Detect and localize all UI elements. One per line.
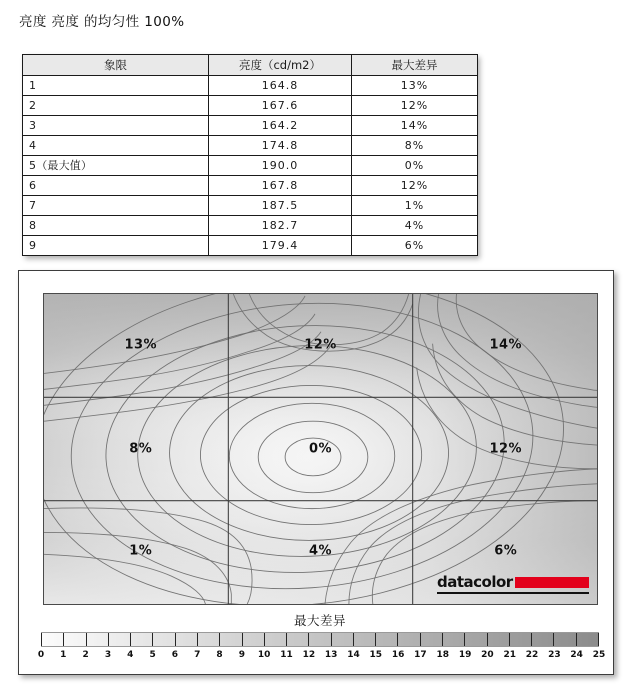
datacolor-red-bar [515, 577, 589, 588]
cell-deviation: 12% [352, 176, 478, 196]
quadrant-label-2: 12% [304, 337, 337, 353]
table-row [23, 196, 478, 216]
cell-luminance: 182.7 [209, 216, 352, 236]
colorbar-tick-label: 14 [347, 650, 360, 660]
column-header-quadrant: 象限 [23, 55, 209, 76]
table-row [23, 156, 478, 176]
colorbar-tick [442, 633, 443, 646]
colorbar-bar-wrap [41, 632, 599, 647]
cell-deviation: 1% [352, 196, 478, 216]
colorbar-tick-label: 1 [60, 650, 67, 660]
table-row [23, 176, 478, 196]
colorbar-tick-label: 7 [194, 650, 201, 660]
colorbar-tick [41, 633, 42, 646]
table-row [23, 96, 478, 116]
cell-deviation: 8% [352, 136, 478, 156]
colorbar-tick-label: 5 [149, 650, 156, 660]
colorbar-legend [37, 613, 606, 665]
colorbar-tick-label: 9 [238, 650, 246, 660]
cell-deviation: 6% [352, 236, 478, 256]
colorbar-title: 最大差异 [293, 613, 346, 628]
colorbar-tick [152, 633, 153, 646]
colorbar-tick-label: 3 [104, 650, 112, 660]
quadrant-label-5: 0% [308, 441, 333, 457]
cell-deviation: 14% [352, 116, 478, 136]
table-row [23, 76, 478, 96]
cell-quadrant: 7 [23, 196, 209, 216]
colorbar-tick [464, 633, 465, 646]
cell-quadrant: 9 [23, 236, 209, 256]
colorbar-tick-label: 13 [324, 650, 338, 660]
colorbar-tick [420, 633, 421, 646]
datacolor-underline [437, 592, 589, 594]
colorbar-tick-label: 12 [302, 650, 316, 660]
cell-luminance: 167.6 [209, 96, 352, 116]
cell-luminance: 187.5 [209, 196, 352, 216]
colorbar-tick-label: 10 [257, 650, 271, 660]
colorbar-tick [353, 633, 354, 646]
cell-quadrant: 1 [23, 76, 209, 96]
colorbar-tick [286, 633, 287, 646]
colorbar-tick-label: 0 [37, 650, 45, 660]
colorbar-tick [130, 633, 131, 646]
table-row [23, 236, 478, 256]
uniformity-table-panel [22, 54, 477, 256]
cell-quadrant: 8 [23, 216, 209, 236]
cell-luminance: 174.8 [209, 136, 352, 156]
cell-deviation: 0% [352, 156, 478, 176]
colorbar-tick-label: 6 [171, 650, 179, 660]
cell-luminance: 164.2 [209, 116, 352, 136]
colorbar-tick [219, 633, 220, 646]
quadrant-label-6: 12% [489, 441, 523, 457]
colorbar-tick-label: 19 [458, 650, 472, 660]
table-header-row [23, 55, 478, 76]
cell-deviation: 12% [352, 96, 478, 116]
colorbar-tick-label: 24 [570, 650, 583, 660]
table-body [23, 76, 478, 256]
colorbar-tick [531, 633, 532, 646]
colorbar-tick [86, 633, 87, 646]
colorbar-tick-label: 16 [391, 650, 405, 660]
colorbar-tick [197, 633, 198, 646]
cell-quadrant: 2 [23, 96, 209, 116]
table-row [23, 216, 478, 236]
contour-heatmap [43, 293, 598, 605]
page-title: 亮度 亮度 的均匀性 100% [19, 14, 185, 30]
quadrant-label-1: 13% [124, 337, 158, 353]
colorbar-tick [175, 633, 176, 646]
table-row [23, 116, 478, 136]
cell-quadrant: 4 [23, 136, 209, 156]
cell-luminance: 167.8 [209, 176, 352, 196]
colorbar-tick [63, 633, 64, 646]
colorbar-tick-label: 18 [436, 650, 450, 660]
colorbar-tick [576, 633, 577, 646]
colorbar-tick [397, 633, 398, 646]
colorbar-tick [108, 633, 109, 646]
colorbar-tick [242, 633, 243, 646]
quadrant-label-8: 4% [308, 543, 333, 559]
colorbar-tick-label: 11 [280, 650, 293, 660]
column-header-luminance: 亮度（cd/m2） [209, 55, 352, 76]
cell-quadrant: 6 [23, 176, 209, 196]
quadrant-label-9: 6% [494, 543, 518, 559]
quadrant-label-3: 14% [489, 337, 523, 353]
cell-luminance: 190.0 [209, 156, 352, 176]
colorbar-tick-labels [37, 649, 606, 663]
colorbar-tick-label: 2 [82, 650, 89, 660]
colorbar-tick [375, 633, 376, 646]
datacolor-logo [437, 575, 589, 597]
quadrant-label-4: 8% [129, 441, 153, 457]
cell-deviation: 13% [352, 76, 478, 96]
uniformity-table [22, 54, 478, 256]
colorbar-tick-label: 21 [503, 650, 516, 660]
colorbar-tick-label: 15 [369, 650, 383, 660]
colorbar-tick-label: 17 [414, 650, 427, 660]
colorbar-tick-label: 23 [548, 650, 561, 660]
colorbar-tick-label: 22 [525, 650, 539, 660]
colorbar-tick-label: 20 [481, 650, 494, 660]
table-row [23, 136, 478, 156]
colorbar-tick [264, 633, 265, 646]
column-header-deviation: 最大差异 [352, 55, 478, 76]
colorbar-tick-label: 4 [127, 650, 134, 660]
colorbar-gradient [41, 632, 599, 647]
cell-deviation: 4% [352, 216, 478, 236]
uniformity-chart-panel [18, 270, 614, 675]
colorbar-tick-label: 25 [592, 650, 606, 660]
quadrant-label-7: 1% [129, 543, 153, 559]
colorbar-tick [308, 633, 309, 646]
colorbar-tick [553, 633, 554, 646]
colorbar-tick [509, 633, 510, 646]
cell-quadrant: 3 [23, 116, 209, 136]
datacolor-wordmark: datacolor [437, 573, 513, 591]
colorbar-tick [598, 633, 599, 646]
cell-luminance: 179.4 [209, 236, 352, 256]
cell-luminance: 164.8 [209, 76, 352, 96]
cell-quadrant: 5（最大值） [23, 156, 209, 176]
colorbar-tick [487, 633, 488, 646]
colorbar-tick-label: 8 [216, 650, 223, 660]
colorbar-tick [331, 633, 332, 646]
